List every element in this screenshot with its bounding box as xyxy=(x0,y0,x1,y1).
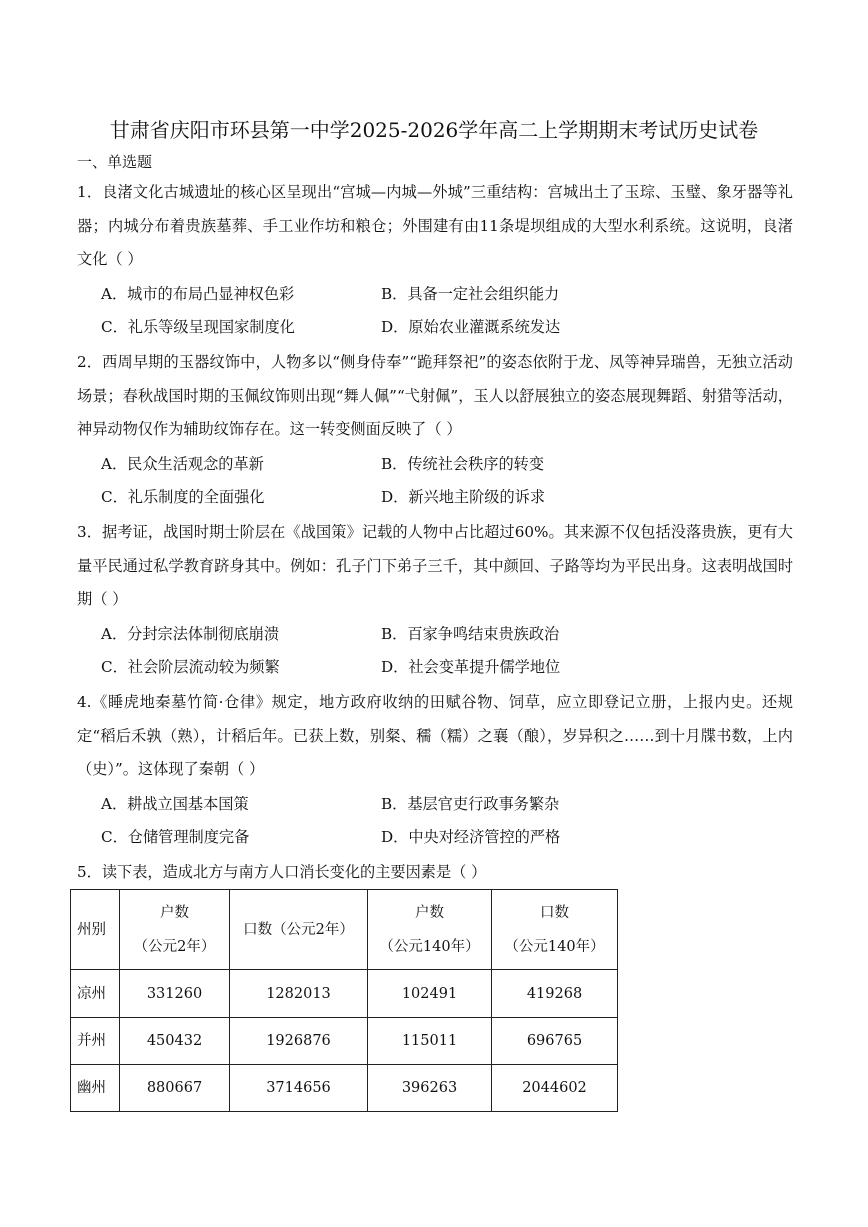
header-label: 户数 xyxy=(160,904,189,921)
question-4-option-c: C．仓储管理制度完备 xyxy=(101,828,250,846)
question-2-option-d: D．新兴地主阶级的诉求 xyxy=(381,488,546,506)
table-row xyxy=(71,970,618,1018)
header-sublabel: （公元140年） xyxy=(504,938,605,955)
table-header-cell xyxy=(230,890,368,970)
table-cell: 331260 xyxy=(120,970,230,1018)
table-cell: 115011 xyxy=(368,1018,492,1065)
question-1-text: 1．良渚文化古城遗址的核心区呈现出“宫城—内城—外城”三重结构：宫城出土了玉琮、玉璧、象牙器等礼器；内城分布着贵族墓葬、手工业作坊和粮仓；外围建有由11条堤坝组成的大型水利系统。这说明，良渚文化（ ） xyxy=(77,183,793,268)
table-header-cell xyxy=(492,890,618,970)
table-cell: 450432 xyxy=(120,1018,230,1065)
question-4-option-b: B．基层官吏行政事务繁杂 xyxy=(381,795,560,813)
table-cell: 102491 xyxy=(368,970,492,1018)
question-3-option-a: A．分封宗法体制彻底崩溃 xyxy=(101,625,280,643)
table-cell: 696765 xyxy=(492,1018,618,1065)
table-cell: 419268 xyxy=(492,970,618,1018)
question-4-text: 4.《睡虎地秦墓竹简·仓律》规定，地方政府收纳的田赋谷物、饲草，应立即登记立册，上报内史。还规定“稻后禾孰（熟），计稻后年。已获上数，别粲、穤（糯）之襄（酿），岁异积之……到十月牒书数，上内（史）”。这体现了秦朝（ ） xyxy=(77,693,793,778)
question-3-option-b: B．百家争鸣结束贵族政治 xyxy=(381,625,560,643)
table-header-cell xyxy=(120,890,230,970)
table-header-row xyxy=(71,890,618,970)
table-row xyxy=(71,1018,618,1065)
table-header-cell xyxy=(71,890,120,970)
table-cell: 1282013 xyxy=(230,970,368,1018)
table-cell: 1926876 xyxy=(230,1018,368,1065)
question-1-option-b: B．具备一定社会组织能力 xyxy=(381,285,560,303)
table-header-cell xyxy=(368,890,492,970)
question-3-option-d: D．社会变革提升儒学地位 xyxy=(381,658,561,676)
table-cell: 2044602 xyxy=(492,1065,618,1112)
question-2-option-c: C．礼乐制度的全面强化 xyxy=(101,488,265,506)
table-cell: 3714656 xyxy=(230,1065,368,1112)
section-heading: 一、单选题 xyxy=(77,153,153,171)
header-label: 户数 xyxy=(415,904,444,921)
table-cell: 幽州 xyxy=(71,1065,120,1112)
question-1-option-c: C．礼乐等级呈现国家制度化 xyxy=(101,318,295,336)
question-5-text: 5．读下表，造成北方与南方人口消长变化的主要因素是（ ） xyxy=(77,863,487,881)
question-3-text: 3．据考证，战国时期士阶层在《战国策》记载的人物中占比超过60%。其来源不仅包括没落贵族，更有大量平民通过私学教育跻身其中。例如：孔子门下弟子三千，其中颜回、子路等均为平民出身。这表明战国时期（ ） xyxy=(77,523,793,608)
header-label: 口数 xyxy=(540,904,569,921)
population-table xyxy=(70,889,618,1112)
header-label: 口数（公元2年） xyxy=(243,921,354,938)
table-cell: 396263 xyxy=(368,1065,492,1112)
page-title: 甘肃省庆阳市环县第一中学2025-2026学年高二上学期期末考试历史试卷 xyxy=(109,118,759,142)
question-1-option-a: A．城市的布局凸显神权色彩 xyxy=(101,285,295,303)
header-label: 州别 xyxy=(77,921,106,938)
table-row xyxy=(71,1065,618,1112)
table-cell: 凉州 xyxy=(71,970,120,1018)
question-4-option-d: D．中央对经济管控的严格 xyxy=(381,828,561,846)
question-3-option-c: C．社会阶层流动较为频繁 xyxy=(101,658,280,676)
table-cell: 并州 xyxy=(71,1018,120,1065)
header-sublabel: （公元2年） xyxy=(133,938,216,955)
table-cell: 880667 xyxy=(120,1065,230,1112)
question-2-option-b: B．传统社会秩序的转变 xyxy=(381,455,545,473)
question-2-text: 2．西周早期的玉器纹饰中，人物多以“侧身侍奉”“跪拜祭祀”的姿态依附于龙、凤等神异瑞兽，无独立活动场景；春秋战国时期的玉佩纹饰则出现“舞人佩”“弋射佩”，玉人以舒展独立的姿态展现舞蹈、射猎等活动，神异动物仅作为辅助纹饰存在。这一转变侧面反映了（ ） xyxy=(77,353,793,438)
question-4-option-a: A．耕战立国基本国策 xyxy=(101,795,249,813)
question-2-option-a: A．民众生活观念的革新 xyxy=(101,455,264,473)
question-1-option-d: D．原始农业灌溉系统发达 xyxy=(381,318,561,336)
header-sublabel: （公元140年） xyxy=(379,938,480,955)
